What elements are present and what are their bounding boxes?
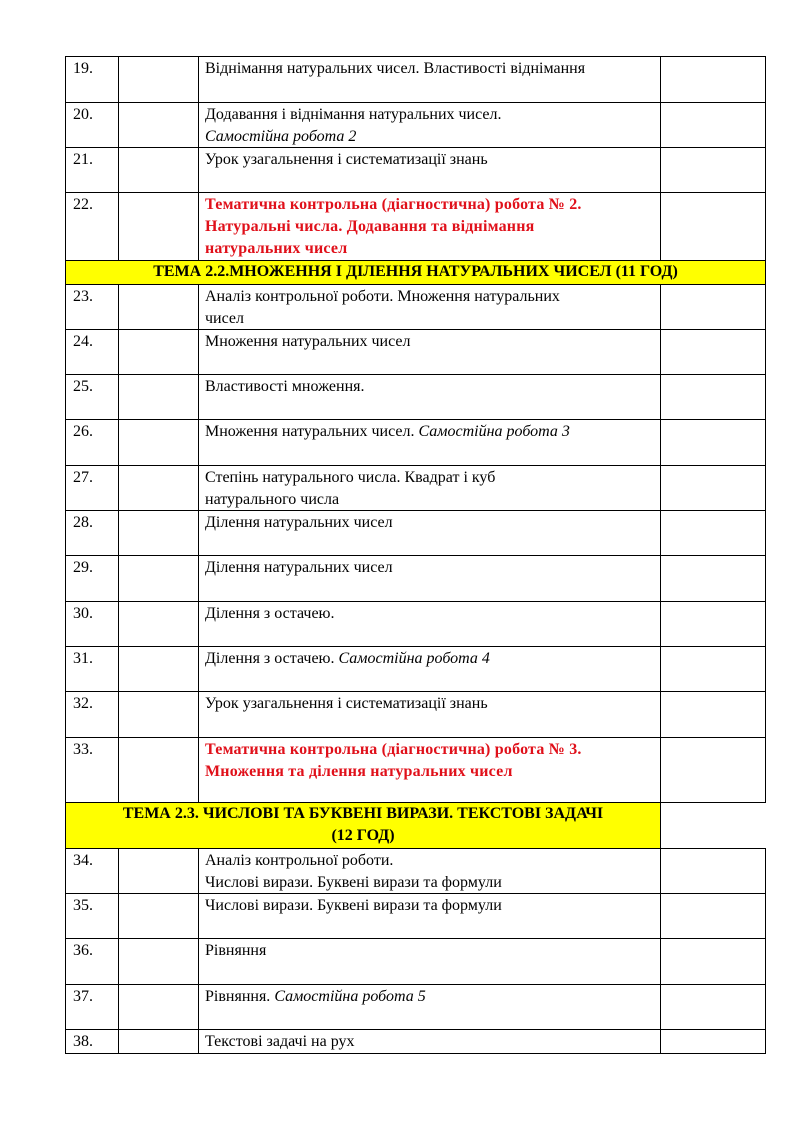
notes-cell [660,192,766,261]
date-cell [118,691,199,738]
date-cell [118,465,199,511]
lesson-number: 19. [73,60,93,77]
lesson-topic-cell [198,102,661,148]
lesson-number-cell [65,601,119,647]
notes-cell [660,691,766,738]
notes-cell [660,555,766,602]
lesson-number-cell [65,329,119,375]
lesson-number: 22. [73,196,93,213]
lesson-number-cell [65,691,119,738]
lesson-number-cell [65,737,119,803]
lesson-number-cell [65,893,119,939]
lesson-number: 26. [73,423,93,440]
notes-cell [660,147,766,193]
lesson-number-cell [65,555,119,602]
lesson-topic-text: Рівняння. [205,988,275,1005]
independent-work-label: Самостійна робота 5 [274,988,426,1005]
lesson-topic-text: Ділення з остачею. [205,605,335,622]
date-cell [118,510,199,556]
lesson-number: 28. [73,514,93,531]
lesson-topic-text: Ділення натуральних чисел [205,559,393,576]
lesson-topic-text: Властивості множення. [205,378,365,395]
lesson-topic-text: Додавання і віднімання натуральних чисел. [205,106,502,123]
date-cell [118,374,199,420]
lesson-topic-cell [198,465,661,511]
notes-cell [660,984,766,1030]
date-cell [118,601,199,647]
lesson-number-cell [65,510,119,556]
lesson-topic-text: Урок узагальнення і систематизації знань [205,695,488,712]
lesson-topic-text: Множення натуральних чисел [205,333,411,350]
lesson-number-cell [65,56,119,103]
notes-cell [660,1029,766,1054]
notes-cell [660,419,766,466]
lesson-number-cell [65,374,119,420]
lesson-topic-cell [198,555,661,602]
lesson-topic-cell [198,984,661,1030]
notes-cell [660,56,766,103]
lesson-topic-text: Ділення натуральних чисел [205,514,393,531]
notes-cell [660,893,766,939]
lesson-topic-text: Тематична контрольна (діагностична) робота № 2. [205,196,582,213]
notes-cell [660,601,766,647]
topic-header-2-3 [65,802,661,849]
lesson-number-cell [65,465,119,511]
lesson-number: 30. [73,605,93,622]
lesson-number: 35. [73,897,93,914]
lesson-number: 20. [73,106,93,123]
lesson-number-cell [65,419,119,466]
lesson-topic-text: Рівняння [205,942,267,959]
lesson-topic-cell [198,601,661,647]
date-cell [118,984,199,1030]
lesson-number-cell [65,147,119,193]
lesson-topic-text: Множення та ділення натуральних чисел [205,763,513,780]
lesson-number: 31. [73,650,93,667]
lesson-number-cell [65,938,119,985]
lesson-topic-cell [198,893,661,939]
date-cell [118,848,199,894]
date-cell [118,893,199,939]
lesson-topic-cell [198,691,661,738]
date-cell [118,419,199,466]
lesson-number: 37. [73,988,93,1005]
lesson-number: 34. [73,852,93,869]
date-cell [118,147,199,193]
lesson-topic-text: Тематична контрольна (діагностична) робота № 3. [205,741,582,758]
date-cell [118,192,199,261]
lesson-topic-cell [198,848,661,894]
lesson-topic-text: Урок узагальнення і систематизації знань [205,151,488,168]
lesson-number-cell [65,192,119,261]
lesson-number: 36. [73,942,93,959]
lesson-number: 38. [73,1033,93,1050]
lesson-topic-cell [198,192,661,261]
date-cell [118,56,199,103]
lesson-topic-cell [198,510,661,556]
topic-header-title: ТЕМА 2.3. ЧИСЛОВІ ТА БУКВЕНІ ВИРАЗИ. ТЕКСТОВІ ЗАДАЧІ [122,805,604,822]
notes-cell [660,848,766,894]
lesson-number-cell [65,284,119,330]
notes-cell [660,284,766,330]
lesson-topic-cell [198,938,661,985]
lesson-topic-text: чисел [205,310,244,327]
date-cell [118,284,199,330]
independent-work-label: Самостійна робота 2 [205,128,357,145]
lesson-topic-text: Аналіз контрольної роботи. Множення натуральних [205,288,560,305]
lesson-topic-text: Степінь натурального числа. Квадрат і куб [205,469,496,486]
date-cell [118,938,199,985]
topic-header-title: (12 ГОД) [331,827,395,844]
lesson-topic-cell [198,329,661,375]
lesson-number: 24. [73,333,93,350]
lesson-number: 21. [73,151,93,168]
notes-cell [660,465,766,511]
topic-header-2-2 [65,260,766,285]
lesson-topic-cell [198,147,661,193]
lesson-number: 29. [73,559,93,576]
lesson-topic-text: Натуральні числа. Додавання та віднімання [205,218,535,235]
lesson-topic-text: Числові вирази. Буквені вирази та формули [205,897,502,914]
lesson-number: 27. [73,469,93,486]
date-cell [118,555,199,602]
lesson-number-cell [65,646,119,692]
independent-work-label: Самостійна робота 4 [338,650,490,667]
date-cell [118,102,199,148]
lesson-topic-text: Текстові задачі на рух [205,1033,355,1050]
lesson-topic-text: Ділення з остачею. [205,650,339,667]
notes-cell [660,374,766,420]
notes-cell [660,938,766,985]
lesson-topic-text: Віднімання натуральних чисел. Властивості віднімання [205,60,586,77]
lesson-number-cell [65,984,119,1030]
date-cell [118,1029,199,1054]
notes-cell [660,510,766,556]
lesson-topic-text: Числові вирази. Буквені вирази та формули [205,874,502,891]
lesson-number: 32. [73,695,93,712]
topic-header-title: ТЕМА 2.2.МНОЖЕННЯ І ДІЛЕННЯ НАТУРАЛЬНИХ ЧИСЕЛ (11 ГОД) [153,263,678,280]
lesson-topic-cell [198,1029,661,1054]
lesson-topic-text: Аналіз контрольної роботи. [205,852,394,869]
lesson-topic-text: натуральних чисел [205,240,348,257]
lesson-topic-cell [198,646,661,692]
lesson-topic-text: Множення натуральних чисел. [205,423,419,440]
lesson-topic-cell [198,419,661,466]
lesson-number-cell [65,1029,119,1054]
lesson-number-cell [65,102,119,148]
lesson-number: 33. [73,741,93,758]
notes-cell [660,646,766,692]
lesson-number: 25. [73,378,93,395]
lesson-topic-cell [198,737,661,803]
lesson-topic-cell [198,56,661,103]
date-cell [118,646,199,692]
lesson-topic-cell [198,374,661,420]
lesson-topic-text: натурального числа [205,491,340,508]
independent-work-label: Самостійна робота 3 [418,423,570,440]
notes-cell [660,102,766,148]
date-cell [118,329,199,375]
lesson-number: 23. [73,288,93,305]
lesson-number-cell [65,848,119,894]
lesson-topic-cell [198,284,661,330]
notes-cell [660,737,766,803]
date-cell [118,737,199,803]
notes-cell [660,329,766,375]
